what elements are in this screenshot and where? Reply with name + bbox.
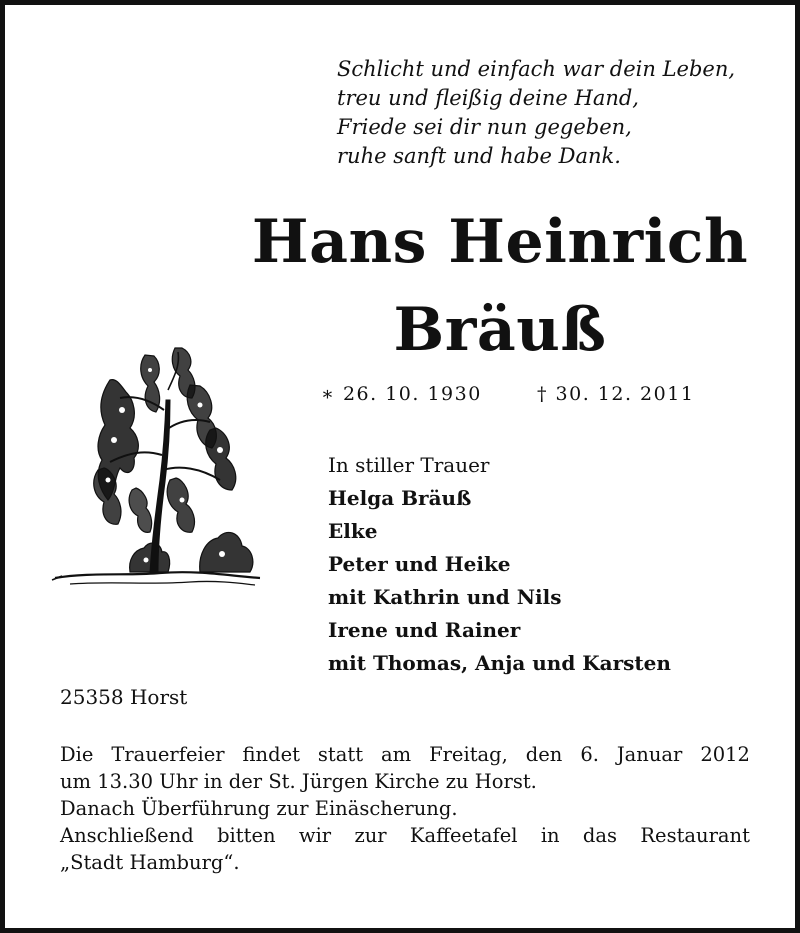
- service-word: 2012: [700, 743, 750, 766]
- service-line-4: [60, 822, 750, 849]
- service-line-2: um 13.30 Uhr in der St. Jürgen Kirche zu Horst.: [60, 770, 537, 793]
- birch-tree-icon: [50, 340, 265, 595]
- service-line-3: Danach Überführung zur Einäscherung.: [60, 797, 458, 820]
- service-word: in: [540, 824, 560, 847]
- mourner-name: Peter und Heike: [328, 552, 511, 576]
- deceased-last-name: Bräuß: [393, 295, 607, 365]
- death-date: † 30. 12. 2011: [537, 383, 695, 405]
- town-address: 25358 Horst: [60, 685, 188, 709]
- service-word: statt: [317, 743, 364, 766]
- mourner-name: Irene und Rainer: [328, 618, 521, 642]
- service-word: den: [525, 743, 563, 766]
- service-word: Restaurant: [640, 824, 750, 847]
- service-word: das: [582, 824, 618, 847]
- service-line-1: [60, 741, 750, 768]
- service-word: Anschließend: [60, 824, 194, 847]
- poem-line: Schlicht und einfach war dein Leben,: [337, 57, 736, 81]
- service-word: 6.: [580, 743, 599, 766]
- service-word: Freitag,: [429, 743, 508, 766]
- service-word: Trauerfeier: [111, 743, 225, 766]
- mourner-name: mit Kathrin und Nils: [328, 585, 562, 609]
- birth-date: ∗ 26. 10. 1930: [321, 383, 482, 405]
- mourners-list: [328, 449, 671, 680]
- deceased-first-name: Hans Heinrich: [251, 207, 749, 277]
- mourner-name: Elke: [328, 519, 378, 543]
- poem-line: treu und fleißig deine Hand,: [337, 86, 639, 110]
- service-word: findet: [242, 743, 300, 766]
- service-word: bitten: [217, 824, 276, 847]
- funeral-service-info: [60, 741, 750, 876]
- service-word: am: [381, 743, 412, 766]
- service-word: Die: [60, 743, 94, 766]
- service-word: Kaffeetafel: [409, 824, 518, 847]
- service-line-5: „Stadt Hamburg“.: [60, 851, 240, 874]
- mourner-name: mit Thomas, Anja und Karsten: [328, 651, 671, 675]
- service-word: zur: [354, 824, 387, 847]
- service-word: Januar: [616, 743, 683, 766]
- service-word: wir: [298, 824, 332, 847]
- memorial-poem: [337, 55, 767, 171]
- mourning-intro: In stiller Trauer: [328, 453, 490, 477]
- poem-line: Friede sei dir nun gegeben,: [337, 115, 632, 139]
- mourner-name: Helga Bräuß: [328, 486, 472, 510]
- poem-line: ruhe sanft und habe Dank.: [337, 144, 621, 168]
